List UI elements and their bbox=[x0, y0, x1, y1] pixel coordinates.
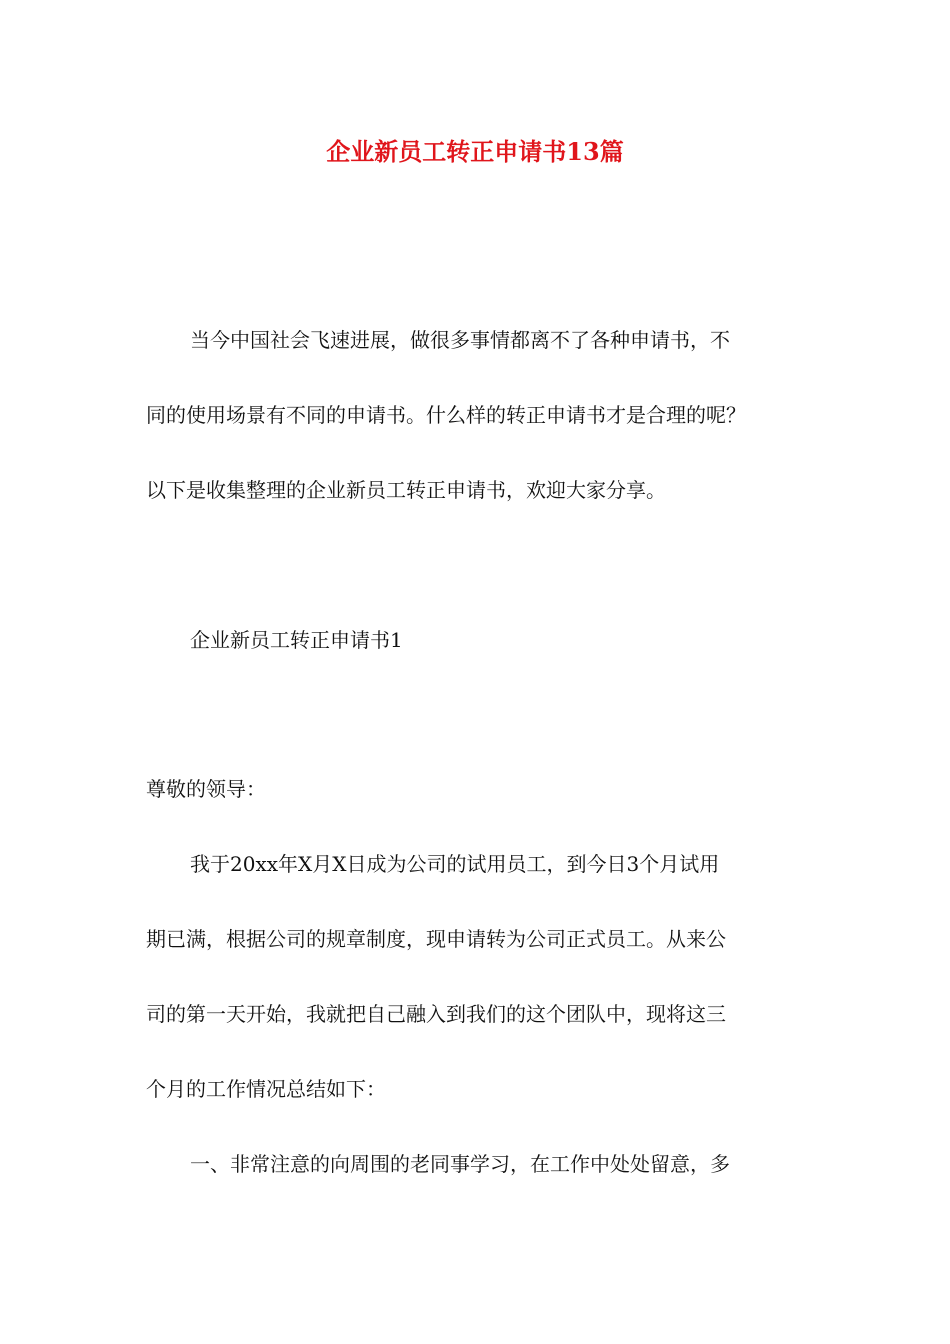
paragraph1-line-2: 期已满，根据公司的规章制度，现申请转为公司正式员工。从来公 bbox=[146, 927, 726, 951]
intro-line-2: 同的使用场景有不同的申请书。什么样的转正申请书才是合理的呢？ bbox=[146, 403, 746, 427]
intro-line-3: 以下是收集整理的企业新员工转正申请书，欢迎大家分享。 bbox=[146, 478, 666, 502]
salutation: 尊敬的领导： bbox=[146, 777, 266, 801]
paragraph1-line-3: 司的第一天开始，我就把自己融入到我们的这个团队中，现将这三 bbox=[146, 1002, 726, 1026]
paragraph2-line-1: 一、非常注意的向周围的老同事学习，在工作中处处留意，多 bbox=[190, 1152, 730, 1176]
paragraph1-line-4: 个月的工作情况总结如下： bbox=[146, 1077, 386, 1101]
document-title: 企业新员工转正申请书13篇 bbox=[326, 137, 624, 166]
section-heading: 企业新员工转正申请书1 bbox=[190, 628, 403, 652]
intro-line-1: 当今中国社会飞速进展，做很多事情都离不了各种申请书，不 bbox=[190, 328, 730, 352]
paragraph1-line-1: 我于20xx年X月X日成为公司的试用员工，到今日3个月试用 bbox=[190, 852, 720, 876]
